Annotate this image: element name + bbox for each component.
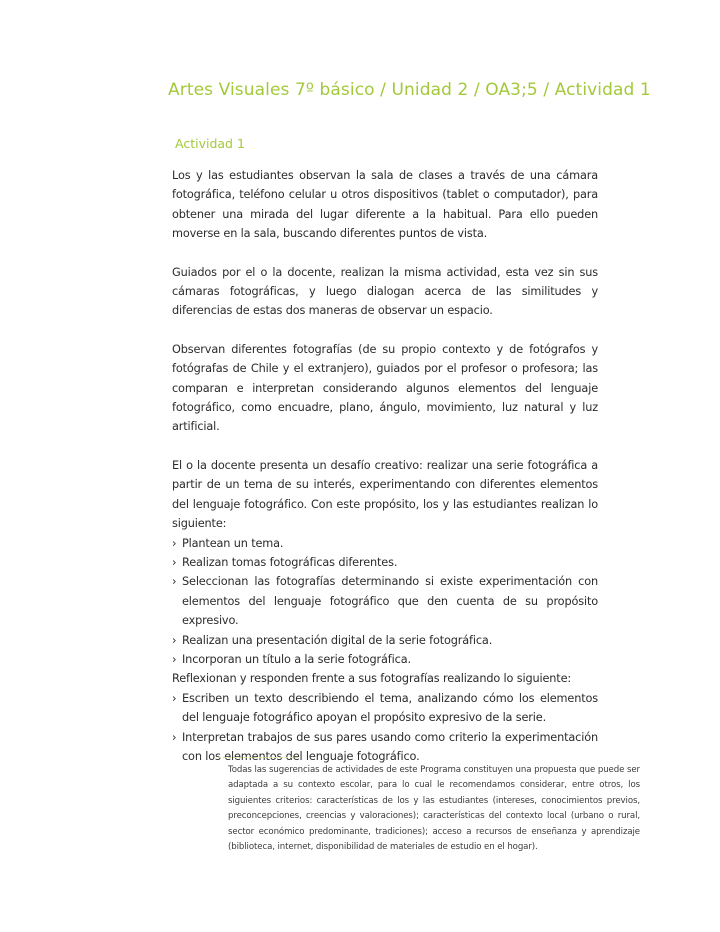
footnote: Todas las sugerencias de actividades de este Programa constituyen una propuesta que puede ser adaptada a su contexto escolar, para lo cual le recomendamos considerar, entre otros, los siguientes criterios: características de los y las estudiantes (intereses, conocimientos previos, preconcepciones, creencias y valoraciones); características del contexto local (urbano o rural, sector económico predominante, tradiciones); acceso a recursos de enseñanza y aprendizaje (biblioteca, internet, disponibilidad de materiales de estudio en el hogar). [228,765,640,853]
paragraph-intro: Los y las estudiantes observan la sala de clases a través de una cámara fotográfica, teléfono celular u otros dispositivos (tablet o computador), para obtener una mirada del lugar diferente a la habitual. Para ello pueden moverse en la sala, buscando diferentes puntos de vista. [172,169,598,241]
list-item: › Incorporan un título a la serie fotográfica. [172,650,598,669]
reflection-intro: Reflexionan y responden frente a sus fotografías realizando lo siguiente: [172,672,572,686]
paragraph-guided: Guiados por el o la docente, realizan la misma actividad, esta vez sin sus cámaras fotográficas, y luego dialogan acerca de las similitudes y diferencias de estas dos maneras de observar un espacio. [172,265,598,318]
activity-label: Actividad 1 [175,136,245,151]
list-item: › Interpretan trabajos de sus pares usando como criterio la experimentación con los elementos del lenguaje fotográfico. [172,728,598,767]
steps-list [172,534,598,670]
list-item: › Seleccionan las fotografías determinando si existe experimentación con elementos del lenguaje fotográfico que den cuenta de su propósito expresivo. [172,572,598,630]
list-item: › Escriben un texto describiendo el tema, analizando cómo los elementos del lenguaje fotográfico apoyan el propósito expresivo de la serie. [172,689,598,728]
list-item: › Realizan tomas fotográficas diferentes. [172,553,598,572]
reflection-list [172,689,598,767]
activity-content [172,166,598,766]
footnote-divider [218,757,298,758]
list-item: › Plantean un tema. [172,534,598,553]
paragraph-observe: Observan diferentes fotografías (de su propio contexto y de fotógrafos y fotógrafas de Chile y el extranjero), guiados por el profesor o profesora; las comparan e interpretan considerando algunos elementos del lenguaje fotográfico, como encuadre, plano, ángulo, movimiento, luz natural y luz artificial. [172,342,598,434]
list-item: › Realizan una presentación digital de la serie fotográfica. [172,631,598,650]
paragraph-challenge: El o la docente presenta un desafío creativo: realizar una serie fotográfica a partir de un tema de su interés, experimentando con diferentes elementos del lenguaje fotográfico. Con este propósito, los y las estudiantes realizan lo siguiente: [172,458,598,531]
page-title: Artes Visuales 7º básico / Unidad 2 / OA3;5 / Actividad 1 [168,80,651,100]
